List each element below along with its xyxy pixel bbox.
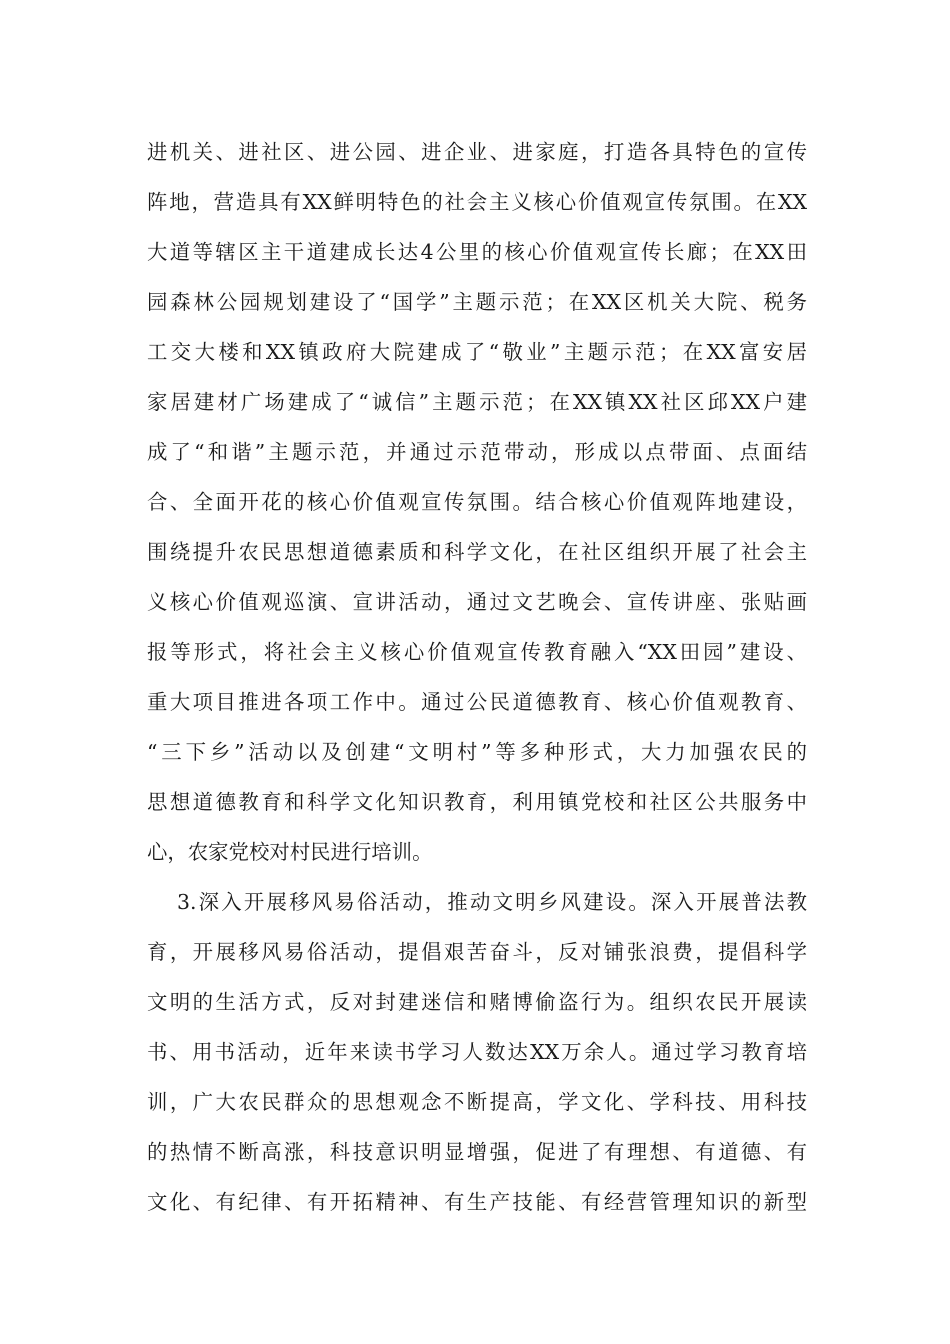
text-line-20: 训，广大农民群众的思想观念不断提高，学文化、学科技、用科技 [147,1090,807,1114]
text-line-5: 工交大楼和XX镇政府大院建成了“敬业”主题示范；在XX富安居 [147,340,807,364]
text-line-1: 进机关、进社区、进公园、进企业、进家庭，打造各具特色的宣传 [147,140,807,164]
text-line-18: 文明的生活方式，反对封建迷信和赌博偷盗行为。组织农民开展读 [147,990,807,1014]
text-line-6: 家居建材广场建成了“诚信”主题示范；在XX镇XX社区邱XX户建 [147,390,807,414]
text-line-19: 书、用书活动，近年来读书学习人数达XX万余人。通过学习教育培 [147,1040,807,1064]
text-line-21: 的热情不断高涨，科技意识明显增强，促进了有理想、有道德、有 [147,1140,807,1164]
text-line-2: 阵地，营造具有XX鲜明特色的社会主义核心价值观宣传氛围。在XX [147,190,807,214]
text-line-13: “三下乡”活动以及创建“文明村”等多种形式，大力加强农民的 [147,740,807,764]
text-line-9: 围绕提升农民思想道德素质和科学文化，在社区组织开展了社会主 [147,540,807,564]
paragraph-heading-3: 3.深入开展移风易俗活动，推动文明乡风建设。深入开展普法教 [177,890,807,914]
text-line-11: 报等形式，将社会主义核心价值观宣传教育融入“XX田园”建设、 [147,640,807,664]
text-line-4: 园森林公园规划建设了“国学”主题示范；在XX区机关大院、税务 [147,290,807,314]
body-text [147,127,807,1227]
text-line-15: 心，农家党校对村民进行培训。 [147,840,433,864]
text-line-8: 合、全面开花的核心价值观宣传氛围。结合核心价值观阵地建设， [147,490,807,514]
text-line-12: 重大项目推进各项工作中。通过公民道德教育、核心价值观教育、 [147,690,807,714]
text-line-14: 思想道德教育和科学文化知识教育，利用镇党校和社区公共服务中 [147,790,807,814]
text-line-7: 成了“和谐”主题示范，并通过示范带动，形成以点带面、点面结 [147,440,807,464]
text-line-10: 义核心价值观巡演、宣讲活动，通过文艺晚会、宣传讲座、张贴画 [147,590,807,614]
text-line-3: 大道等辖区主干道建成长达4公里的核心价值观宣传长廊；在XX田 [147,240,807,264]
text-line-17: 育，开展移风易俗活动，提倡艰苦奋斗，反对铺张浪费，提倡科学 [147,940,807,964]
text-line-22: 文化、有纪律、有开拓精神、有生产技能、有经营管理知识的新型 [147,1190,807,1214]
